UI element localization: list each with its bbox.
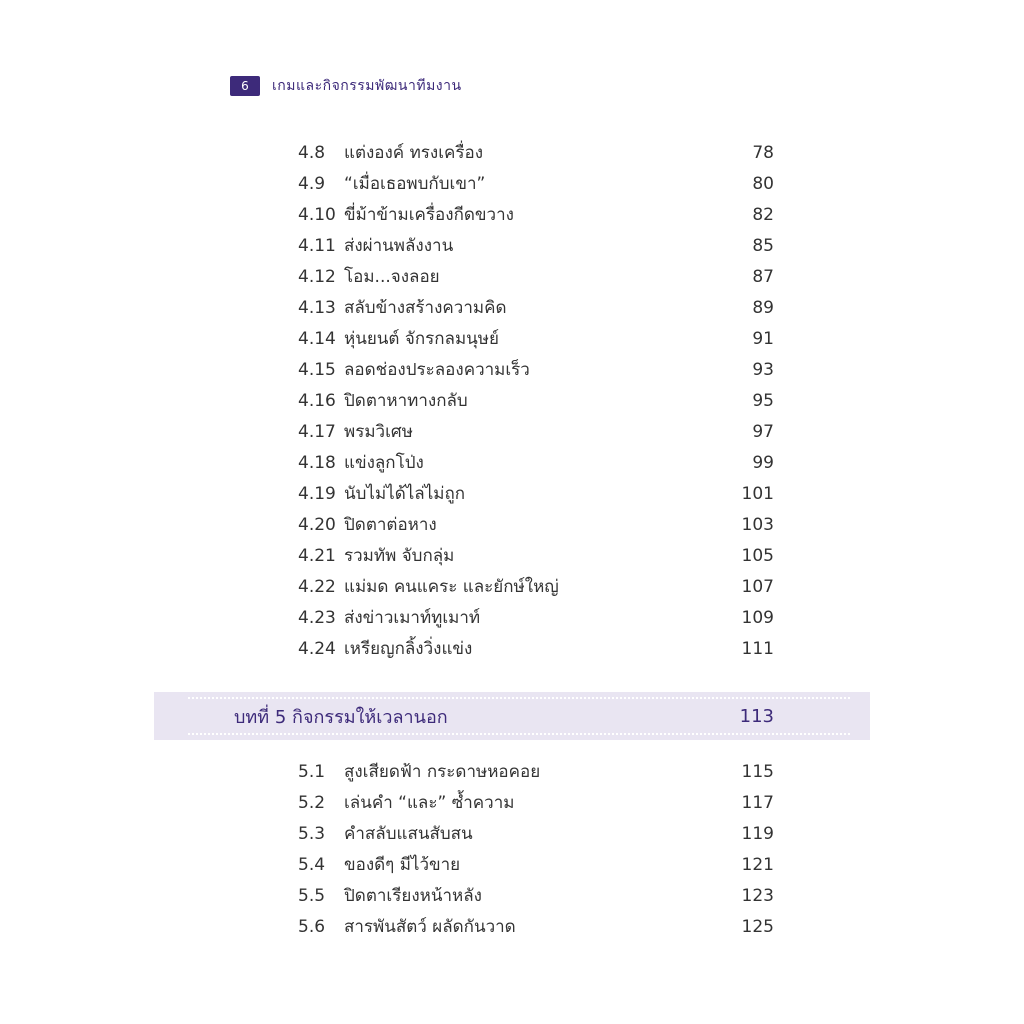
toc-entry[interactable] [298,323,774,354]
entry-page-number: 80 [752,173,774,194]
toc-entry[interactable] [298,137,774,168]
entry-number: 4.22 [298,576,336,597]
chapter-title: บทที่ 5 กิจกรรมให้เวลานอก [234,706,448,728]
entry-page-number: 97 [752,421,774,442]
entry-title: แต่งองค์ ทรงเครื่อง [344,143,484,163]
entry-page-number: 103 [741,514,774,535]
entry-page-number: 117 [741,792,774,813]
toc-entry[interactable] [298,230,774,261]
entry-page-number: 82 [752,204,774,225]
entry-number: 5.1 [298,761,326,782]
dotted-divider-bottom [188,733,850,735]
entry-title: โอม...จงลอย [344,267,440,287]
entry-number: 4.17 [298,421,336,442]
entry-number: 5.5 [298,885,326,906]
entry-title: สลับข้างสร้างความคิด [344,298,507,318]
entry-title: ปิดตาต่อหาง [344,515,437,535]
entry-title: สูงเสียดฟ้า กระดาษหอคอย [344,762,541,782]
entry-title: นับไม่ได้ไล่ไม่ถูก [344,484,466,504]
toc-entry[interactable] [298,478,774,509]
entry-number: 5.3 [298,823,326,844]
entry-page-number: 78 [752,142,774,163]
toc-entry[interactable] [298,602,774,633]
toc-chapter-5 [298,756,774,942]
entry-number: 4.20 [298,514,336,535]
entry-number: 4.9 [298,173,326,194]
toc-entry[interactable] [298,540,774,571]
toc-entry[interactable] [298,911,774,942]
entry-number: 4.8 [298,142,326,163]
entry-title: รวมทัพ จับกลุ่ม [344,546,455,566]
entry-number: 4.19 [298,483,336,504]
toc-entry[interactable] [298,787,774,818]
toc-entry[interactable] [298,447,774,478]
entry-number: 5.6 [298,916,326,937]
toc-entry[interactable] [298,880,774,911]
toc-entry[interactable] [298,849,774,880]
entry-title: ปิดตาเรียงหน้าหลัง [344,886,482,906]
entry-page-number: 99 [752,452,774,473]
entry-page-number: 101 [741,483,774,504]
entry-number: 4.24 [298,638,336,659]
entry-title: พรมวิเศษ [344,422,413,442]
toc-entry[interactable] [298,416,774,447]
entry-number: 4.21 [298,545,336,566]
toc-entry[interactable] [298,354,774,385]
running-title: เกมและกิจกรรมพัฒนาทีมงาน [272,78,462,94]
entry-title: ปิดตาหาทางกลับ [344,391,468,411]
entry-title: หุ่นยนต์ จักรกลมนุษย์ [344,329,499,349]
entry-title: ส่งข่าวเมาท์ทูเมาท์ [344,608,481,628]
toc-section-4 [298,137,774,664]
toc-entry[interactable] [298,168,774,199]
toc-entry[interactable] [298,261,774,292]
entry-number: 4.13 [298,297,336,318]
entry-page-number: 121 [741,854,774,875]
entry-number: 4.16 [298,390,336,411]
entry-page-number: 115 [741,761,774,782]
entry-number: 5.4 [298,854,326,875]
entry-title: ส่งผ่านพลังงาน [344,236,454,256]
entry-number: 4.15 [298,359,336,380]
entry-title: สารพันสัตว์ ผลัดกันวาด [344,917,516,937]
entry-title: คำสลับแสนสับสน [344,824,473,844]
toc-entry[interactable] [298,199,774,230]
entry-page-number: 93 [752,359,774,380]
entry-number: 4.11 [298,235,336,256]
toc-entry[interactable] [298,756,774,787]
toc-entry[interactable] [298,571,774,602]
entry-page-number: 89 [752,297,774,318]
entry-page-number: 123 [741,885,774,906]
toc-entry[interactable] [298,385,774,416]
chapter-5-heading[interactable] [154,692,870,740]
entry-number: 4.10 [298,204,336,225]
entry-page-number: 105 [741,545,774,566]
entry-number: 4.23 [298,607,336,628]
entry-page-number: 119 [741,823,774,844]
entry-title: ลอดช่องประลองความเร็ว [344,360,530,380]
chapter-page-number: 113 [739,705,774,727]
page-number-badge: 6 [230,76,260,96]
toc-entry[interactable] [298,818,774,849]
entry-page-number: 111 [741,638,774,659]
toc-entry[interactable] [298,509,774,540]
entry-title: แข่งลูกโป่ง [344,453,424,473]
entry-page-number: 95 [752,390,774,411]
entry-page-number: 91 [752,328,774,349]
entry-number: 4.12 [298,266,336,287]
entry-number: 4.18 [298,452,336,473]
entry-title: ของดีๆ มีไว้ขาย [344,855,461,875]
entry-title: แม่มด คนแคระ และยักษ์ใหญ่ [344,577,559,597]
entry-title: ขี่ม้าข้ามเครื่องกีดขวาง [344,205,514,225]
entry-page-number: 85 [752,235,774,256]
entry-page-number: 109 [741,607,774,628]
entry-page-number: 107 [741,576,774,597]
entry-title: เล่นคำ “และ” ซ้ำความ [344,793,515,813]
toc-entry[interactable] [298,633,774,664]
page-header [230,76,462,96]
entry-page-number: 125 [741,916,774,937]
entry-title: เหรียญกลิ้งวิ่งแข่ง [344,639,473,659]
entry-page-number: 87 [752,266,774,287]
entry-number: 4.14 [298,328,336,349]
entry-title: “เมื่อเธอพบกับเขา” [344,174,486,194]
entry-number: 5.2 [298,792,326,813]
toc-entry[interactable] [298,292,774,323]
